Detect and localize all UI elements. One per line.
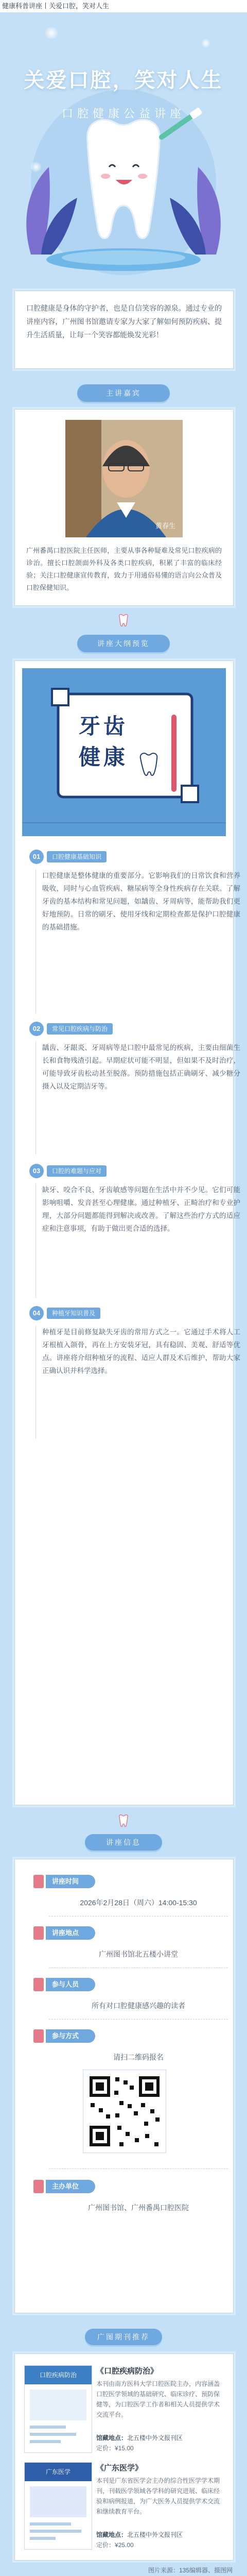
speaker-name: 黄春生 <box>155 522 175 530</box>
hero-subtitle: 口腔健康公益讲座 <box>61 107 185 120</box>
topic-1-head <box>29 850 107 864</box>
info-value-audience: 所有对口腔健康感兴趣的读者 <box>92 2002 185 2010</box>
divider <box>49 2019 228 2020</box>
book-1-location <box>96 2433 183 2442</box>
divider <box>49 1916 228 1917</box>
info-card <box>14 1859 234 2313</box>
book-cover-2-title: 广东医学 <box>25 2463 92 2481</box>
window-title: 健康科普讲座丨关爱口腔，笑对人生 <box>0 0 247 12</box>
info-value-place: 广州图书馆北五楼小讲堂 <box>99 1950 178 1958</box>
info-tag-time: 讲座时间 <box>46 1875 95 1888</box>
info-tag-host: 主办单位 <box>46 2180 95 2193</box>
speaker-pill: 主讲嘉宾 <box>77 384 170 402</box>
book-1-desc: 本刊由南方医科大学口腔医院主办，内容涵盖口腔医学领域的基础研究、临床诊疗、预防保健等，为口腔医学工作者和相关人员提供学术交流平台。 <box>96 2380 220 2418</box>
outline-pill: 讲座大纲预览 <box>77 635 170 652</box>
book-2-title: 《广东医学》 <box>96 2464 143 2472</box>
topic-4-num: 04 <box>29 1306 44 1320</box>
book-1-price-label: 定价： <box>96 2445 115 2452</box>
tooth-icon <box>116 1814 131 1828</box>
info-tag-place: 讲座地点 <box>46 1926 95 1940</box>
outline-poster <box>22 668 226 836</box>
speaker-card <box>14 409 234 606</box>
book-1-title: 《口腔疾病防治》 <box>96 2367 158 2376</box>
hero-illustration <box>0 12 247 280</box>
topic-1-label: 口腔健康基础知识 <box>47 851 107 862</box>
tooth-icon <box>116 613 131 628</box>
poster-line2: 健康 <box>79 745 129 769</box>
books-card <box>14 2353 234 2561</box>
info-value-time: 2026年2月28日（周六）14:00-15:30 <box>80 1899 197 1907</box>
info-value-host: 广州图书馆、广州番禺口腔医院 <box>88 2204 189 2212</box>
info-tag-join: 参与方式 <box>46 2029 95 2043</box>
book-1-location-value: 北五楼中外文报刊区 <box>127 2434 183 2442</box>
intro-card <box>14 291 234 369</box>
book-2-location-value: 北五楼中外文报刊区 <box>127 2531 183 2538</box>
topic-4-text: 种植牙是目前修复缺失牙齿的常用方式之一。它通过手术将人工牙根植入颌骨，再在上方安装牙冠，具有稳固、美观、舒适等优点。讲座将介绍种植牙的流程、适应人群及术后维护，帮助大家正确认识并科学选择。 <box>36 1326 240 1439</box>
article-page <box>0 12 247 2576</box>
book-1-location-label: 馆藏地点： <box>96 2434 128 2442</box>
qr-code[interactable] <box>83 2070 166 2153</box>
topic-3-text: 缺牙、咬合不良、牙齿敏感等问题在生活中并不少见。它们可能影响咀嚼、发音甚至心理健康。通过种植牙、正畸治疗和专业护理，大部分问题都能得到解决或改善。了解这些治疗方式的适应症和注意事项，有助于做出更合适的选择。 <box>36 1183 240 1297</box>
book-cover-1-title: 口腔疾病防治 <box>25 2366 92 2384</box>
topic-2-label: 常见口腔疾病与防治 <box>47 1023 113 1035</box>
topic-2-text: 龋齿、牙龈炎、牙周病等是口腔中最常见的疾病，主要由细菌生长和食物残渣引起。早期症状可能不明显，但如果不及时治疗，可能导致牙齿松动甚至脱落。预防措施包括正确刷牙、减少糖分摄入以及定期洁牙等。 <box>36 1041 240 1155</box>
topic-3-label: 口腔的难题与应对 <box>47 1165 107 1177</box>
book-cover-2[interactable] <box>24 2462 92 2550</box>
hero-banner <box>0 12 247 280</box>
book-2-desc: 本刊是广东省医学会主办的综合性医学学术期刊，刊载医学领域各学科的研究进展、临床经验和病例报道，为广大医务人员提供学术交流和继续教育平台。 <box>96 2477 220 2515</box>
book-2-location <box>96 2530 183 2539</box>
info-tag-audience: 参与人员 <box>46 1978 95 1991</box>
poster-line1: 牙齿 <box>79 714 129 738</box>
info-value-join: 请扫二维码报名 <box>113 2053 164 2061</box>
topic-3-head <box>29 1164 107 1178</box>
book-2-price-label: 定价： <box>96 2541 115 2549</box>
topic-3-num: 03 <box>29 1164 44 1178</box>
topic-2-num: 02 <box>29 1022 44 1036</box>
book-2-location-label: 馆藏地点： <box>96 2531 128 2538</box>
topic-4-head <box>29 1306 100 1320</box>
divider <box>49 2168 228 2169</box>
topic-2-head <box>29 1022 113 1036</box>
speaker-bio: 广州番禺口腔医院主任医师，主要从事各种疑难及常见口腔疾病的诊治。擅长口腔颌面外科及各类口腔疾病，积累了丰富的临床经验；关注口腔健康宣传教育，致力于用通俗易懂的语言向公众普及口腔保健知识。 <box>26 547 222 591</box>
info-pill: 讲座信息 <box>85 1834 162 1851</box>
intro-text: 口腔健康是身体的守护者，也是自信笑容的源泉。通过专业的讲座内容，广州图书馆邀请专家为大家了解如何预防疾病、提升生活质量，让每一个笑容都能焕发光彩！ <box>26 304 222 339</box>
book-1-price-value: ¥15.00 <box>115 2445 134 2452</box>
topic-1-text: 口腔健康是整体健康的重要部分。它影响我们的日常饮食和营养吸收，同时与心血管疾病、糖尿病等全身性疾病存在关联。了解牙齿的基本结构和常见问题，如龋齿、牙周病等，能帮助我们更好地预防。日常的刷牙、使用牙线和定期检查都是保护口腔健康的基础措施。 <box>36 869 240 1013</box>
book-2-price-value: ¥25.00 <box>115 2541 134 2549</box>
book-cover-1[interactable] <box>24 2365 92 2453</box>
image-credits: 图片来源：135编辑器、摄图网 <box>148 2567 233 2574</box>
outline-card <box>14 660 240 1805</box>
topic-1-num: 01 <box>29 850 44 864</box>
hero-title: 关爱口腔，笑对人生 <box>24 69 223 92</box>
books-pill: 广图期刊推荐 <box>85 2329 162 2345</box>
book-1-price <box>96 2444 134 2452</box>
book-2-price <box>96 2540 134 2549</box>
speaker-photo <box>65 420 183 537</box>
topic-4-label: 种植牙知识普及 <box>47 1308 100 1319</box>
